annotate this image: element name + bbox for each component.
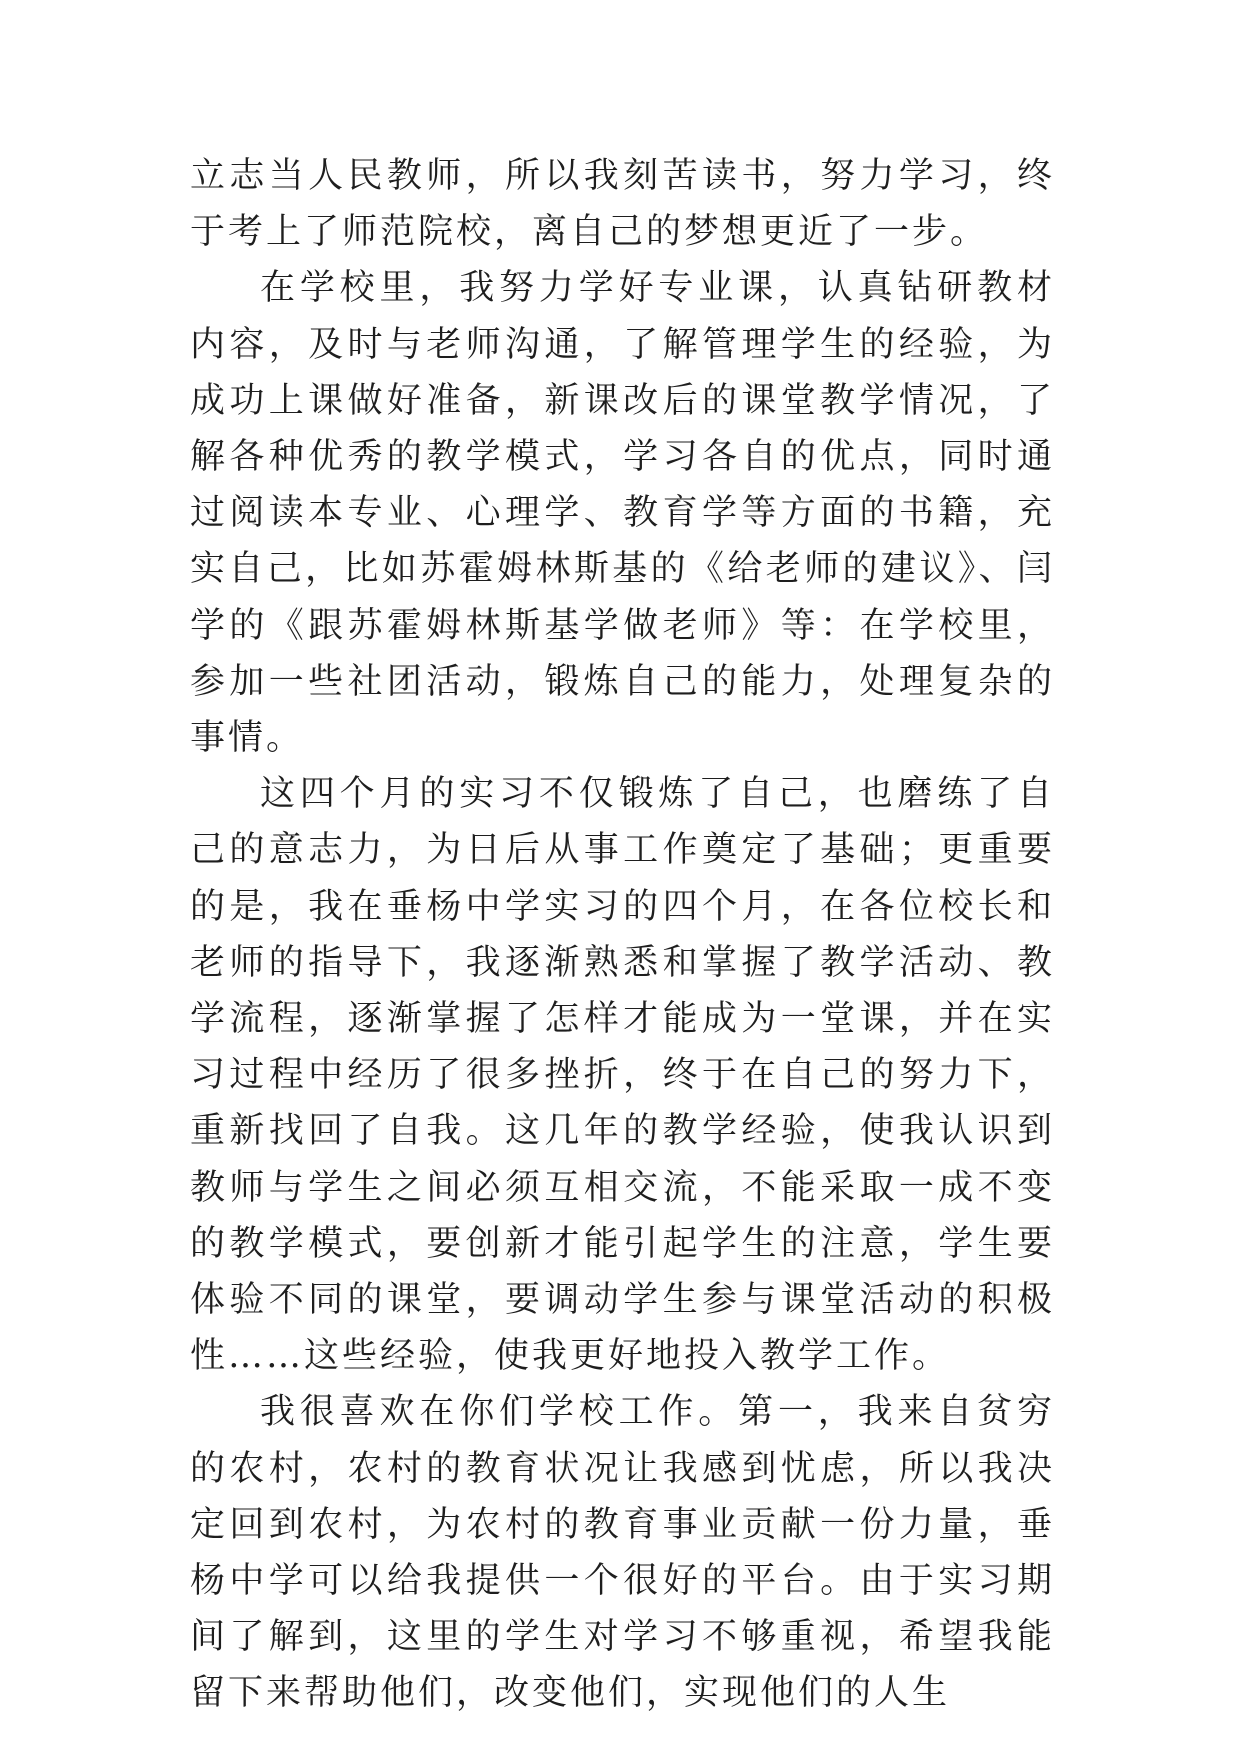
paragraph-school-study: 在学校里，我努力学好专业课，认真钻研教材内容，及时与老师沟通，了解管理学生的经验，为成功上课做好准备，新课改后的课堂教学情况，了解各种优秀的教学模式，学习各自的优点，同时通过阅读本专业、心理学、教育学等方面的书籍，充实自己，比如苏霍姆林斯基的《给老师的建议》、闫学的《跟苏霍姆林斯基学做老师》等：在学校里，参加一些社团活动，锻炼自己的能力，处理复杂的事情。	[190, 268, 1055, 759]
paragraph-continuation: 立志当人民教师，所以我刻苦读书，努力学习，终于考上了师范院校，离自己的梦想更近了一步。	[190, 156, 1055, 253]
paragraph-internship: 这四个月的实习不仅锻炼了自己，也磨练了自己的意志力，为日后从事工作奠定了基础；更重要的是，我在垂杨中学实习的四个月，在各位校长和老师的指导下，我逐渐熟悉和掌握了教学活动、教学流程，逐渐掌握了怎样才能成为一堂课，并在实习过程中经历了很多挫折，终于在自己的努力下，重新找回了自我。这几年的教学经验，使我认识到教师与学生之间必须互相交流，不能采取一成不变的教学模式，要创新才能引起学生的注意，学生要体验不同的课堂，要调动学生参与课堂活动的积极性……这些经验，使我更好地投入教学工作。	[190, 774, 1055, 1377]
body-text	[190, 148, 1055, 1722]
paragraph-motivation: 我很喜欢在你们学校工作。第一，我来自贫穷的农村，农村的教育状况让我感到忧虑，所以我决定回到农村，为农村的教育事业贡献一份力量，垂杨中学可以给我提供一个很好的平台。由于实习期间了解到，这里的学生对学习不够重视，希望我能留下来帮助他们，改变他们，实现他们的人生	[190, 1392, 1055, 1714]
